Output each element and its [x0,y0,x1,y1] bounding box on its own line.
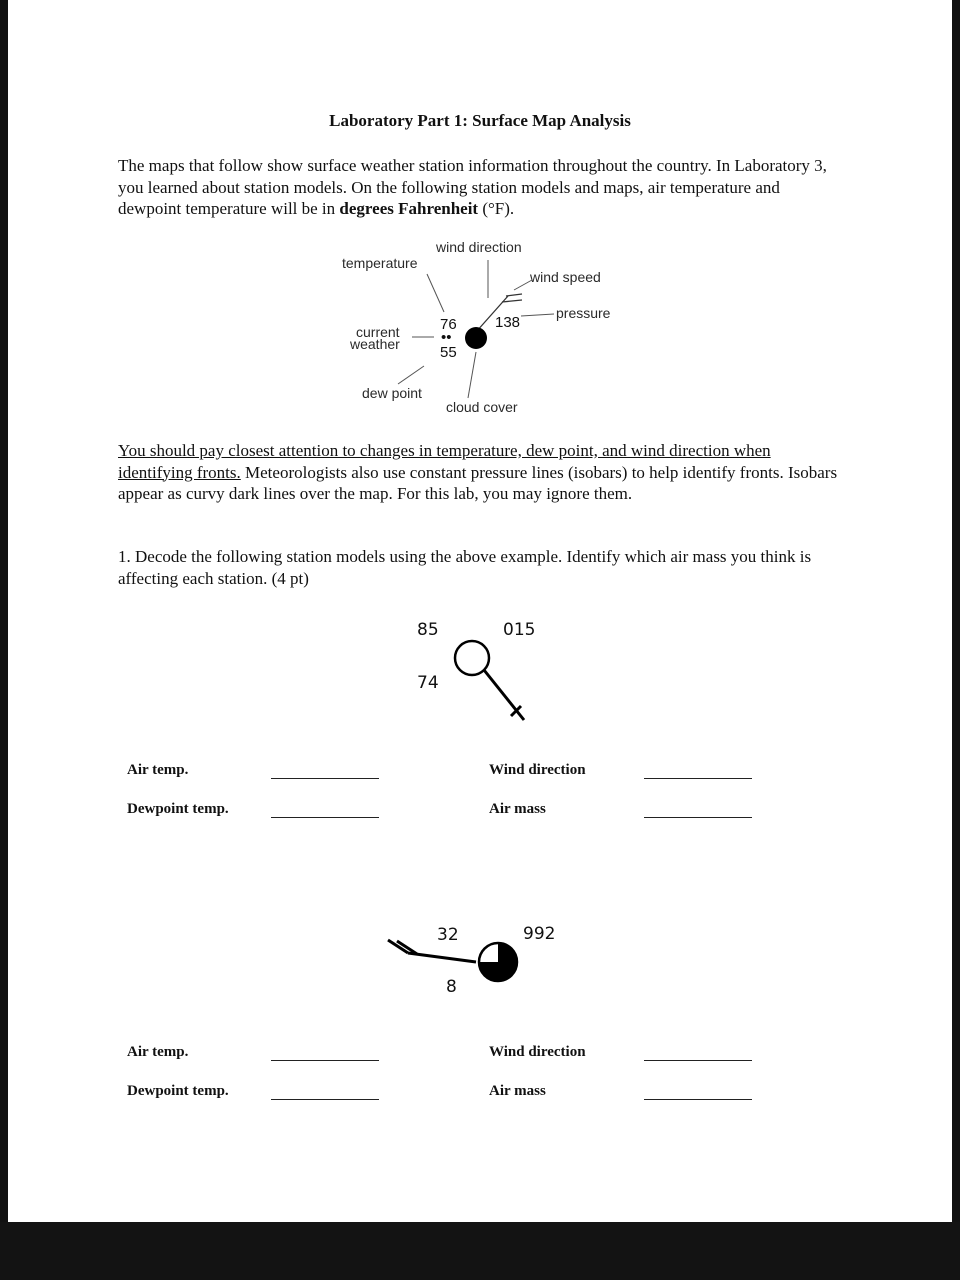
weather-dots-icon: •• [441,329,452,346]
label-dew-point: dew point [362,385,422,401]
station1-dew: 74 [417,673,439,693]
station2-temp: 32 [437,925,459,945]
station-circle-filled [465,327,487,349]
s2-wind-direction-label: Wind direction [489,1044,586,1060]
station-model-2 [382,914,582,998]
document-page [8,0,952,1222]
label-wind-direction: wind direction [436,239,522,255]
instructions-paragraph [118,440,838,505]
label-wind-speed: wind speed [530,269,601,285]
s2-dewpoint-label: Dewpoint temp. [127,1083,229,1099]
example-dew: 55 [440,344,457,361]
instructions-rest: Meteorologists also use constant pressure lines (isobars) to help identify fronts. Isobars appear as curvy dark lines over the map. For this lab, you may ignore them. [118,462,838,503]
example-station-model [340,236,630,422]
example-temp: 76 [440,316,457,333]
instructions-underlined: You should pay closest attention to changes in temperature, dew point, and wind direction when identifying fronts. [118,441,771,482]
label-pressure: pressure [556,305,611,321]
s1-air-temp-blank[interactable] [271,778,379,779]
s1-air-mass-blank[interactable] [644,817,752,818]
right-edge [952,0,960,1222]
intro-text: The maps that follow show surface weather station information throughout the country. In Laboratory 3, you learned about station models. On the following station models and maps, air temperature and dewpoint temperature will be in [118,156,827,218]
station1-circle-empty [455,641,489,675]
s1-dewpoint-label: Dewpoint temp. [127,801,229,817]
s1-air-mass-label: Air mass [489,801,546,817]
s1-dewpoint-blank[interactable] [271,817,379,818]
label-temperature: temperature [342,255,418,271]
intro-tail: (°F). [478,199,515,218]
question-1: 1. Decode the following station models using the above example. Identify which air mass you think is affecting each station. (4 pt) [118,547,812,588]
s1-wind-direction-blank[interactable] [644,778,752,779]
bottom-bar [0,1222,960,1280]
station-model-1 [400,612,550,732]
label-cloud-cover: cloud cover [446,399,518,415]
example-pressure: 138 [495,314,521,331]
station2-wind-barb [388,940,476,962]
page-title: Laboratory Part 1: Surface Map Analysis [329,111,631,130]
station1-wind-barb [484,670,524,720]
station1-temp: 85 [417,620,439,640]
left-edge [0,0,8,1222]
s2-air-mass-label: Air mass [489,1083,546,1099]
label-current: current [356,324,400,340]
s1-wind-direction-label: Wind direction [489,762,586,778]
s2-air-mass-blank[interactable] [644,1099,752,1100]
station2-dew: 8 [446,977,457,997]
s2-air-temp-label: Air temp. [127,1044,189,1060]
s2-wind-direction-blank[interactable] [644,1060,752,1061]
station1-pressure: 015 [503,620,536,640]
s1-air-temp-label: Air temp. [127,762,189,778]
s2-air-temp-blank[interactable] [271,1060,379,1061]
s2-dewpoint-blank[interactable] [271,1099,379,1100]
station2-pressure: 992 [523,924,556,944]
intro-bold: degrees Fahrenheit [339,199,479,218]
intro-paragraph [118,155,838,220]
label-weather: weather [350,336,400,352]
